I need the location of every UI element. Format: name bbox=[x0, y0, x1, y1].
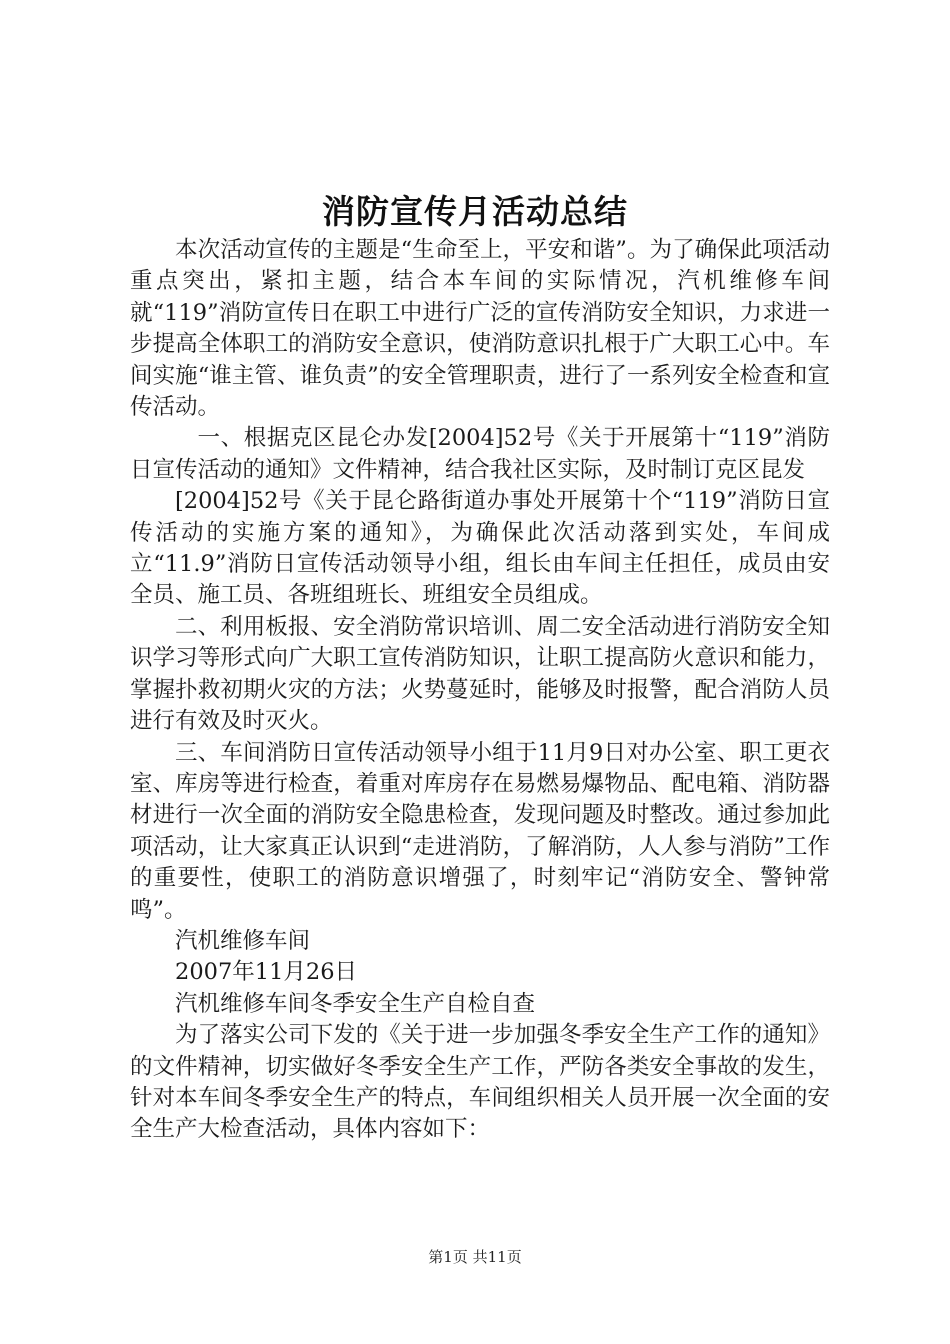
paragraph-section-3: 三、车间消防日宣传活动领导小组于11月9日对办公室、职工更衣室、库房等进行检查，着重对库房存在易燃易爆物品、配电箱、消防器材进行一次全面的消防安全隐患检查，发现问题及时整改。通过参加此项活动，让大家真正认识到“走进消防，了解消防，人人参与消防”工作的重要性，使职工的消防意识增强了，时刻牢记“消防安全、警钟常鸣”。 bbox=[130, 739, 830, 923]
paragraph-section-2: 二、利用板报、安全消防常识培训、周二安全活动进行消防安全知识学习等形式向广大职工宣传消防知识，让职工提高防火意识和能力，掌握扑救初期火灾的方法；火势蔓延时，能够及时报警，配合消防人员进行有效及时灭火。 bbox=[130, 613, 830, 735]
subheading-winter-safety: 汽机维修车间冬季安全生产自检自查 bbox=[175, 990, 536, 1017]
document-body bbox=[130, 235, 830, 1146]
signature-department: 汽机维修车间 bbox=[175, 927, 311, 954]
signature-date: 2007年11月26日 bbox=[175, 959, 358, 986]
page-footer: 第1页 共11页 bbox=[428, 1248, 522, 1266]
paragraph-intro: 本次活动宣传的主题是“生命至上，平安和谐”。为了确保此项活动重点突出，紧扣主题，结合本车间的实际情况，汽机维修车间就“119”消防宣传日在职工中进行广泛的宣传消防安全知识，力求进一步提高全体职工的消防安全意识，使消防意识扎根于广大职工心中。车间实施“谁主管、谁负责”的安全管理职责，进行了一系列安全检查和宣传活动。 bbox=[130, 237, 830, 421]
paragraph-section-1: 一、根据克区昆仑办发[2004]52号《关于开展第十“119”消防日宣传活动的通知》文件精神，结合我社区实际，及时制订克区昆发 bbox=[130, 425, 830, 483]
paragraph-winter-safety: 为了落实公司下发的《关于进一步加强冬季安全生产工作的通知》的文件精神，切实做好冬季安全生产工作，严防各类安全事故的发生，针对本车间冬季安全生产的特点，车间组织相关人员开展一次全面的安全生产大检查活动，具体内容如下： bbox=[130, 1022, 830, 1143]
document-title: 消防宣传月活动总结 bbox=[322, 192, 628, 231]
paragraph-section-1-continued: [2004]52号《关于昆仑路街道办事处开展第十个“119”消防日宣传活动的实施方案的通知》，为确保此次活动落到实处，车间成立“11.9”消防日宣传活动领导小组，组长由车间主任担任，成员由安全员、施工员、各班组班长、班组安全员组成。 bbox=[130, 488, 830, 609]
